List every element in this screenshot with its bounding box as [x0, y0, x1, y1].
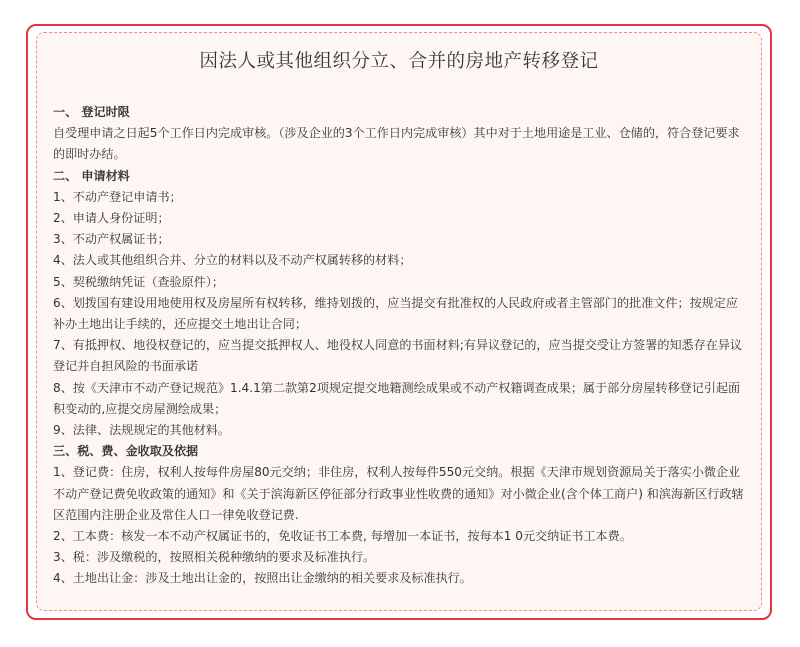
- section-heading-materials: 二、 申请材料: [53, 168, 130, 183]
- content-body: [53, 102, 747, 590]
- section-heading-time-limit: 一、 登记时限: [53, 105, 130, 119]
- card-inner-panel: [36, 32, 762, 611]
- list-item: 3、税：涉及缴税的，按照相关税种缴纳的要求及标准执行。: [53, 550, 376, 565]
- section-heading-fees: 三、税、费、金收取及依据: [53, 444, 199, 459]
- list-item: 5、契税缴纳凭证（查验原件）；: [53, 274, 224, 289]
- list-item: 7、有抵押权、地役权登记的，应当提交抵押权人、地役权人同意的书面材料;有异议登记的，应当提交受让方签署的知悉存在异议登记并自担风险的书面承诺: [53, 338, 743, 374]
- card-outer-border: [26, 24, 772, 620]
- list-item: 3、不动产权属证书；: [53, 232, 170, 247]
- list-item: 4、土地出让金：涉及土地出让金的，按照出让金缴纳的相关要求及标准执行。: [53, 571, 472, 586]
- list-item: 1、不动产登记申请书；: [53, 189, 182, 204]
- page-title: 因法人或其他组织分立、合并的房地产转移登记: [199, 51, 599, 72]
- list-item: 9、法律、法规规定的其他材料。: [53, 423, 231, 438]
- time-limit-text: 自受理申请之日起5个工作日内完成审核。（涉及企业的3个工作日内完成审核）其中对于土地用途是工业、仓储的，符合登记要求的即时办结。: [53, 126, 740, 162]
- list-item: 4、法人或其他组织合并、分立的材料以及不动产权属转移的材料；: [53, 253, 412, 268]
- list-item: 1、登记费：住房，权利人按每件房屋80元交纳；非住房，权利人按每件550元交纳。根据《天津市规划资源局关于落实小微企业不动产登记费免收政策的通知》和《关于滨海新区停征部分行政事业性收费的通知》对小微企业(含个体工商户) 和滨海新区行政辖区范围内注册企业及常住人口一律免收登记费.: [53, 465, 744, 522]
- list-item: 6、划拨国有建设用地使用权及房屋所有权转移，维持划拨的，应当提交有批准权的人民政府或者主管部门的批准文件；按规定应补办土地出让手续的，还应提交土地出让合同；: [53, 295, 738, 332]
- list-item: 8、按《天津市不动产登记规范》1.4.1第二款第2项规定提交地籍测绘成果或不动产权籍调查成果；属于部分房屋转移登记引起面积变动的,应提交房屋测绘成果；: [53, 380, 741, 416]
- list-item: 2、工本费：核发一本不动产权属证书的，免收证书工本费, 每增加一本证书，按每本1 0元交纳证书工本费。: [53, 529, 632, 544]
- list-item: 2、申请人身份证明；: [53, 211, 170, 226]
